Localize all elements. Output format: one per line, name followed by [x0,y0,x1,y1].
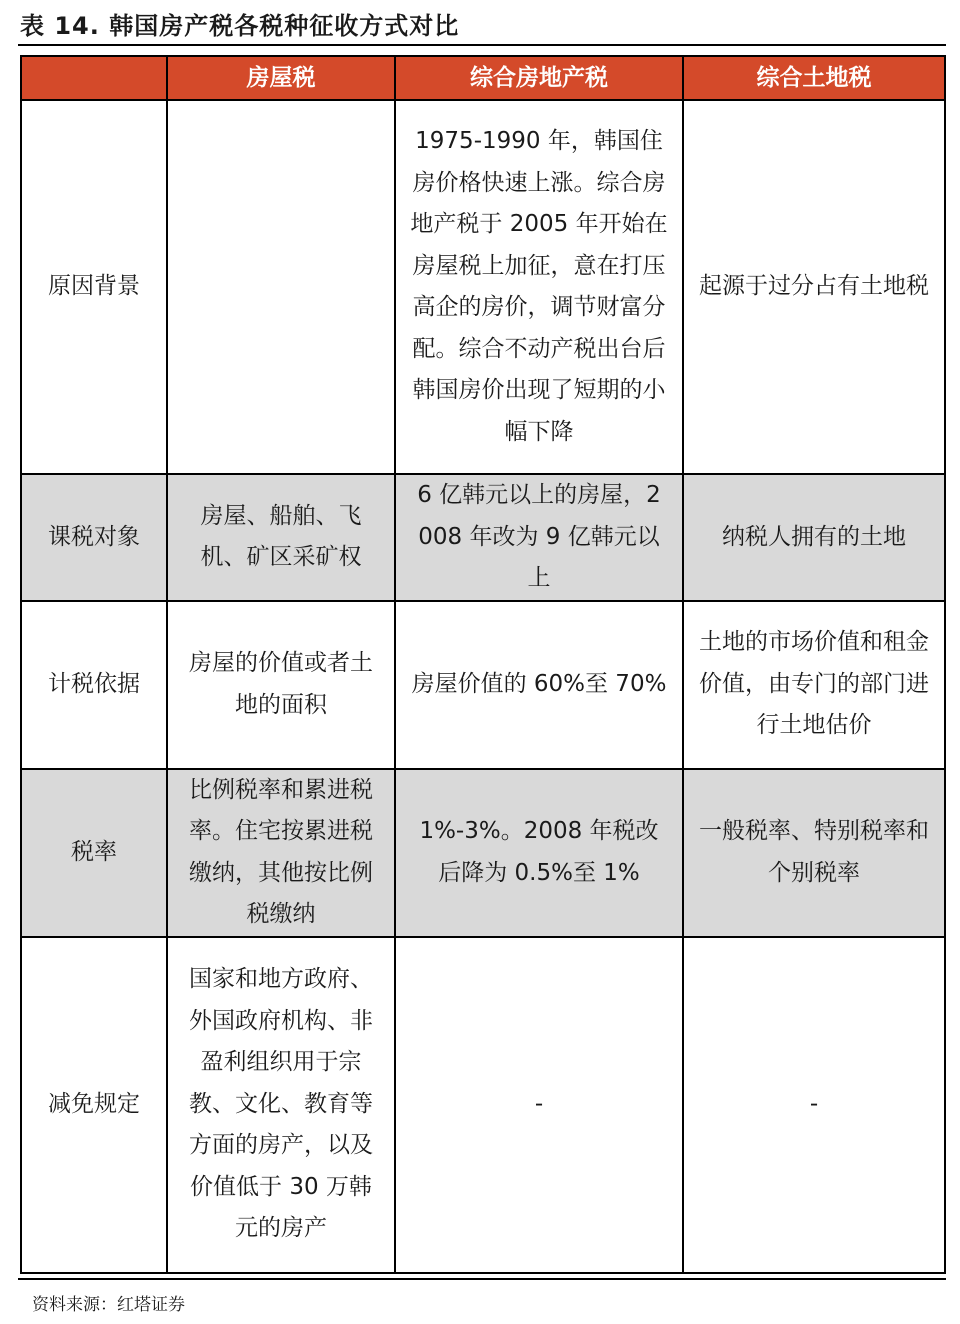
cell-exemption-real-estate-tax: - [395,937,683,1273]
table-row [21,601,945,769]
table-row [21,474,945,601]
table-row [21,100,945,474]
row-label-tax-object: 课税对象 [21,474,167,601]
header-comprehensive-land-tax: 综合土地税 [683,56,945,100]
source-note: 资料来源：红塔证券 [32,1295,185,1315]
cell-exemption-property-tax: 国家和地方政府、外国政府机构、非盈利组织用于宗教、文化、教育等方面的房产，以及价值低于 30 万韩元的房产 [167,937,395,1273]
cell-background-property-tax [167,100,395,474]
cell-background-land-tax: 起源于过分占有土地税 [683,100,945,474]
table-row [21,937,945,1273]
header-corner [21,56,167,100]
cell-rate-real-estate-tax: 1%-3%。2008 年税改后降为 0.5%至 1% [395,769,683,937]
cell-basis-property-tax: 房屋的价值或者土地的面积 [167,601,395,769]
cell-object-real-estate-tax: 6 亿韩元以上的房屋，2008 年改为 9 亿韩元以上 [395,474,683,601]
row-label-tax-basis: 计税依据 [21,601,167,769]
cell-object-land-tax: 纳税人拥有的土地 [683,474,945,601]
header-comprehensive-real-estate-tax: 综合房地产税 [395,56,683,100]
table-row [21,769,945,937]
title-divider [18,44,946,46]
row-label-exemption: 减免规定 [21,937,167,1273]
cell-rate-property-tax: 比例税率和累进税率。住宅按累进税缴纳，其他按比例税缴纳 [167,769,395,937]
cell-object-property-tax: 房屋、船舶、飞机、矿区采矿权 [167,474,395,601]
tax-comparison-table [20,55,946,1274]
table-title: 表 14. 韩国房产税各税种征收方式对比 [20,12,460,40]
cell-exemption-land-tax: - [683,937,945,1273]
row-label-background: 原因背景 [21,100,167,474]
cell-basis-real-estate-tax: 房屋价值的 60%至 70% [395,601,683,769]
bottom-divider [18,1278,946,1280]
header-property-tax: 房屋税 [167,56,395,100]
table-header-row [21,56,945,100]
cell-background-real-estate-tax: 1975-1990 年，韩国住房价格快速上涨。综合房地产税于 2005 年开始在房屋税上加征，意在打压高企的房价，调节财富分配。综合不动产税出台后韩国房价出现了短期的小幅下降 [395,100,683,474]
cell-basis-land-tax: 土地的市场价值和租金价值，由专门的部门进行土地估价 [683,601,945,769]
row-label-tax-rate: 税率 [21,769,167,937]
cell-rate-land-tax: 一般税率、特别税率和个别税率 [683,769,945,937]
